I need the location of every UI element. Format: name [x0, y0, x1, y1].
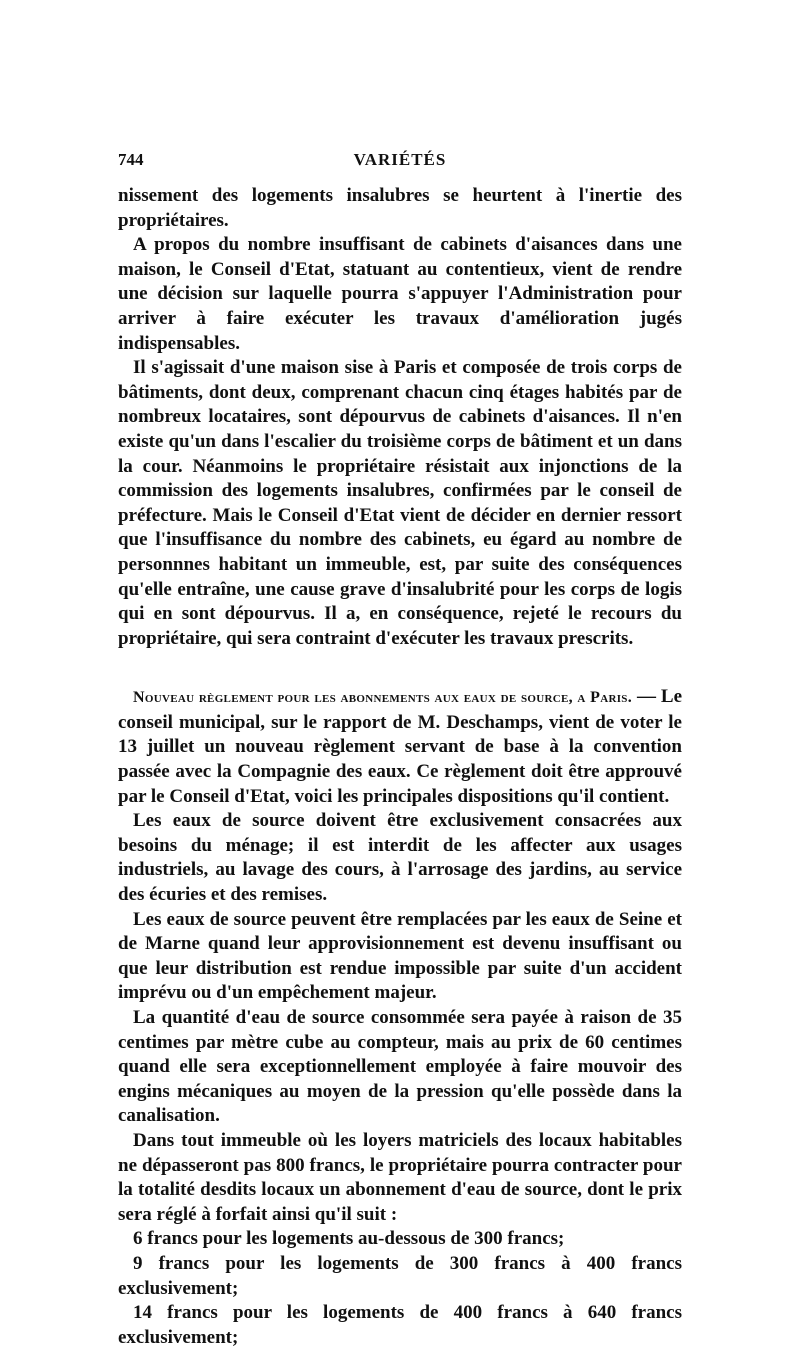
paragraph: La quantité d'eau de source consommée sera payée à raison de 35 centimes par mètre cube au compteur, mais au prix de 60 centimes quand elle sera exceptionnellement employée à faire mouvoir des engins mécaniques au moyen de la pression qu'elle possède dans la canalisation. — [118, 1007, 682, 1127]
paragraph: nissement des logements insalubres se heurtent à l'inertie des propriétaires. — [118, 185, 682, 231]
list-item: 6 francs pour les logements au-dessous de 300 francs; — [133, 1228, 565, 1250]
list-item: 14 francs pour les logements de 400 francs à 640 francs exclusivement; — [118, 1302, 682, 1348]
paragraph: Les eaux de source peuvent être remplacées par les eaux de Seine et de Marne quand leur approvisionnement est devenu insuffisant ou que leur distribution est rendue impossible par suite d'un accident imprévu ou d'un empêchement majeur. — [118, 908, 682, 1004]
running-title: VARIÉTÉS — [353, 150, 447, 169]
heading-dash: — — [636, 686, 656, 708]
page-header — [118, 150, 682, 178]
section-lead-paragraph — [118, 685, 682, 809]
section-heading: Nouveau règlement pour les abonnements aux eaux de source, a Paris. — [133, 689, 633, 707]
list-item: 9 francs pour les logements de 300 francs à 400 francs exclusivement; — [118, 1252, 682, 1299]
paragraph: A propos du nombre insuffisant de cabinets d'aisances dans une maison, le Conseil d'Etat, statuant au contentieux, vient de rendre une décision sur laquelle pourra s'appuyer l'Administration pour arriver à faire exécuter les travaux d'amélioration jugés indispensables. — [118, 234, 682, 354]
paragraph: Il s'agissait d'une maison sise à Paris et composée de trois corps de bâtiments, dont deux, comprenant chacun cinq étages habités par de nombreux locataires, sont dépourvus de cabinets d'aisances. Il n'en existe qu'un dans l'escalier du troisième corps de bâtiment et un dans la cour. Néanmoins le propriétaire résistait aux injonctions de la commission des logements insalubres, confirmées par le conseil de préfecture. Mais le Conseil d'Etat vient de décider en dernier ressort que l'insuffisance du nombre des cabinets, eu égard au nombre de personnnes habitant un immeuble, est, par suite des conséquences qu'elle entraîne, une cause grave d'insalubrité pour les corps de logis qui en sont dépourvus. Il a, en conséquence, rejeté le recours du propriétaire, qui sera contraint d'exécuter les travaux prescrits. — [118, 357, 682, 649]
page-body — [118, 184, 682, 1350]
section-lead-text: Le conseil municipal, sur le rapport de M. Deschamps, vient de voter le 13 juillet un nouveau règlement servant de base à la convention passée avec la Compagnie des eaux. Ce règlement doit être approuvé par le Conseil d'Etat, voici les principales dispositions qu'il contient. — [118, 686, 683, 807]
paragraph: Dans tout immeuble où les loyers matriciels des locaux habitables ne dépasseront pas 800 francs, le propriétaire pourra contracter pour la totalité desdits locaux un abonnement d'eau de source, dont le prix sera réglé à forfait ainsi qu'il suit : — [118, 1129, 682, 1225]
paragraph: Les eaux de source doivent être exclusivement consacrées aux besoins du ménage; il est interdit de les affecter aux usages industriels, au lavage des cours, à l'arrosage des jardins, au service des écuries et des remises. — [118, 810, 682, 906]
page-number: 744 — [118, 150, 144, 169]
